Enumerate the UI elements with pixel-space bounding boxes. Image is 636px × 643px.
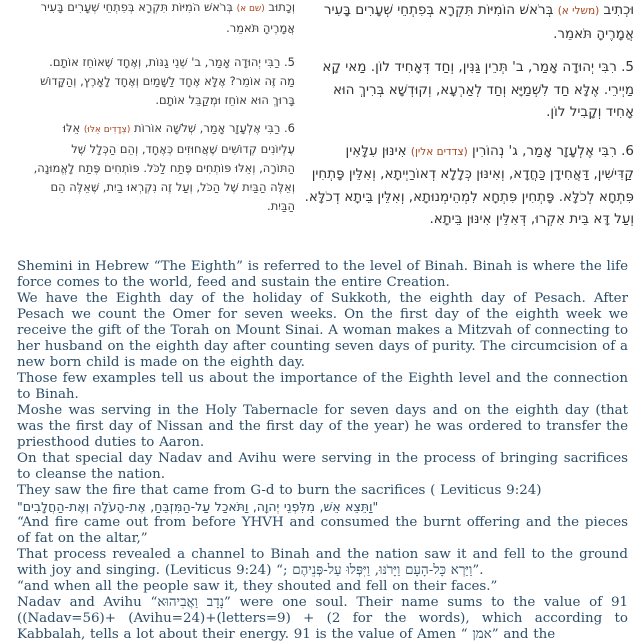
hebrew-inline-quote: נָדָב וַאֲבִיהוּא — [157, 595, 224, 610]
text-run: וּכְתִיב — [599, 2, 634, 18]
reference-citation: (משלי א) — [557, 5, 600, 17]
commentary-paragraph — [17, 451, 628, 483]
text-run: אִינּוּן עִלָּאִין קַדִּישִׁין, דַּאֲחִידָן כַּחֲדָא, וְאִינּוּן כְּלָלָא דְאוֹרַיְיתָא, וְאִלֵּין פָּתְחִין פִּתְחָא לְכֹלָּא. פָּתְחִין פִּתְחָא לִמְהֵימְנוּתָא, וְאִלֵּין בֵּיתָא דְכֹלָּא. וְעַל דָּא בֵּית אִקְרוּ, דְּאִלֵּין אִינּוּן בֵּיתָא. — [304, 142, 634, 227]
zohar-aramaic-column — [303, 0, 634, 231]
commentary-paragraph — [17, 371, 628, 403]
text-run: בְּרֹאשׁ הוֹמִיּוֹת תִּקְרָא בְּפִתְחֵי שְׁעָרִים בָּעִיר אֲמָרֶיהָ תֹּאמֵר. — [323, 2, 634, 42]
text-run: 5. רִבִּי יְהוּדָה אָמַר, ב' תְּרֵין גַּנִּין, וְחַד דְּאָחִיד לוֹן. מַאי קָא מַיְירֵי. אֶלָּא חַד לִשְׁמַיָּא וְחַד לְאַרְעָא, וְקוּדְשָׁא בְּרִיךְ הוּא אָחִיד וְקָבִיל לוֹן. — [322, 59, 634, 120]
text-run: וְכָתוּב — [264, 0, 295, 14]
commentary-paragraph — [17, 579, 628, 595]
reference-citation: (צְדָדִים אֵלּוּ) — [83, 125, 131, 135]
zohar-paragraph-translation — [32, 0, 295, 38]
hebrew-inline-quote: וַיַּרְא כָּל-הָעָם וַיָּרֹנּוּ, וַיִּפְּלוּ עַל-פְּנֵיהֶם — [292, 563, 473, 578]
text-run: Moshe was serving in the Holy Tabernacle for seven days and on the eighth day (that was the first day of Nissan and the first day of the year) he was ordered to transfer the priesthood duties to Aaron. — [17, 403, 628, 450]
text-run: On that special day Nadav and Avihu were serving in the process of bringing sacrifices to cleanse the nation. — [17, 451, 628, 482]
text-run: בְּרֹאשׁ הֹמִיּוֹת תִּקְרָא בְּפִתְחֵי שְׁעָרִים בָּעִיר אֲמָרֶיהָ תֹּאמֵר. — [40, 0, 295, 35]
hebrew-inline-quote: אמן — [467, 627, 492, 642]
text-run: 6. רַבִּי אֶלְעָזָר אָמַר, שְׁלֹשָׁה אוֹרוֹת — [130, 121, 295, 135]
hebrew-inline-quote: "וַתֵּצֵא אֵשׁ, מִלִּפְנֵי יְהוָה, וַתֹּאכַל עַל-הַמִּזְבֵּחַ, אֶת-הָעֹלָה וְאֶת-הַחֲלָבִים" — [17, 499, 379, 514]
reference-citation: (צדדים אלין) — [410, 145, 468, 158]
zohar-paragraph-aramaic — [303, 140, 634, 231]
reference-citation: (שם א) — [236, 4, 265, 14]
zohar-text-section — [0, 0, 636, 257]
commentary-paragraph — [17, 499, 628, 515]
text-run: We have the Eighth day of the holiday of Sukkoth, the eighth day of Pesach. After Pesach we count the Omer for seven weeks. On the first day of the eighth week we receive the gift of the Torah on Mount Sinai. A woman makes a Mitzvah of connecting to her husband on the eighth day after counting seven days of purity. The circumcision of a new born child is made on the eighth day. — [17, 291, 628, 370]
text-run: “and when all the people saw it, they shouted and fell on their faces.” — [17, 579, 498, 594]
zohar-paragraph-translation — [32, 119, 295, 216]
text-run: ”. — [472, 563, 484, 578]
text-run: Nadav and Avihu “ — [17, 595, 158, 610]
commentary-paragraph — [17, 291, 628, 371]
text-run: “And fire came out from before YHVH and consumed the burnt offering and the pieces of fat on the altar,” — [17, 515, 628, 546]
text-run: That process revealed a channel to Binah and the nation saw it and fell to the ground with joy and singing. (Leviticus 9:24) “; — [17, 547, 628, 578]
zohar-paragraph-translation — [32, 53, 295, 110]
zohar-paragraph-aramaic — [303, 0, 634, 45]
text-run: Shemini in Hebrew “The Eighth” is referred to the level of Binah. Binah is where the life force comes to the world, feed and sustain the entire Creation. — [17, 259, 628, 290]
text-run: They saw the fire that came from G-d to burn the sacrifices ( Leviticus 9:24) — [17, 483, 542, 498]
commentary-paragraph — [17, 595, 628, 643]
text-run: ” were one soul. Their name sums to the value of 91 ((Nadav=56)+ (Avihu=24)+(letters=9) + (2 for the words), which according to Kabbalah, tells a lot about their energy. 91 is the value of Amen “ — [17, 595, 628, 642]
text-run: 5. רַבִּי יְהוּדָה אָמַר, ב' שְׁנֵי גַנּוֹת, וְאֶחָד שֶׁאוֹחֵז אוֹתָם. מַה זֶּה אוֹמֵר? אֶלָּא אֶחָד לַשָּׁמַיִם וְאֶחָד לָאָרֶץ, וְהַקָּדוֹשׁ בָּרוּךְ הוּא אוֹחֵז וּמְקַבֵּל אוֹתָם. — [40, 55, 295, 107]
commentary-paragraph — [17, 515, 628, 547]
commentary-paragraph — [17, 483, 628, 499]
commentary-paragraph — [17, 403, 628, 451]
commentary-section — [0, 257, 636, 643]
zohar-paragraph-aramaic — [303, 56, 634, 124]
text-run: Those few examples tell us about the importance of the Eighth level and the connection to Binah. — [17, 371, 628, 402]
text-run: אֵלּוּ עֶלְיוֹנִים קְדוֹשִׁים שֶׁאֲחוּזִים כְּאֶחָד, וְהֵם הַכְּלָל שֶׁל הַתּוֹרָה, וְאֵלּוּ פּוֹתְחִים פֶּתַח לַכֹּל. פּוֹתְחִים פֶּתַח לָאֱמוּנָה, וְאֵלֶּה הַבַּיִת שֶׁל הַכֹּל, וְעַל זֶה נִקְרְאוּ בַיִת, שֶׁאֵלֶּה הֵם הַבַּיִת. — [33, 121, 295, 213]
commentary-paragraph — [17, 259, 628, 291]
text-run: ” and the — [491, 627, 556, 642]
zohar-hebrew-translation-column — [32, 0, 295, 216]
text-run: 6. רִבִּי אֶלְעָזָר אָמַר, ג' נְהוֹרִין — [467, 142, 634, 159]
commentary-paragraph — [17, 547, 628, 579]
